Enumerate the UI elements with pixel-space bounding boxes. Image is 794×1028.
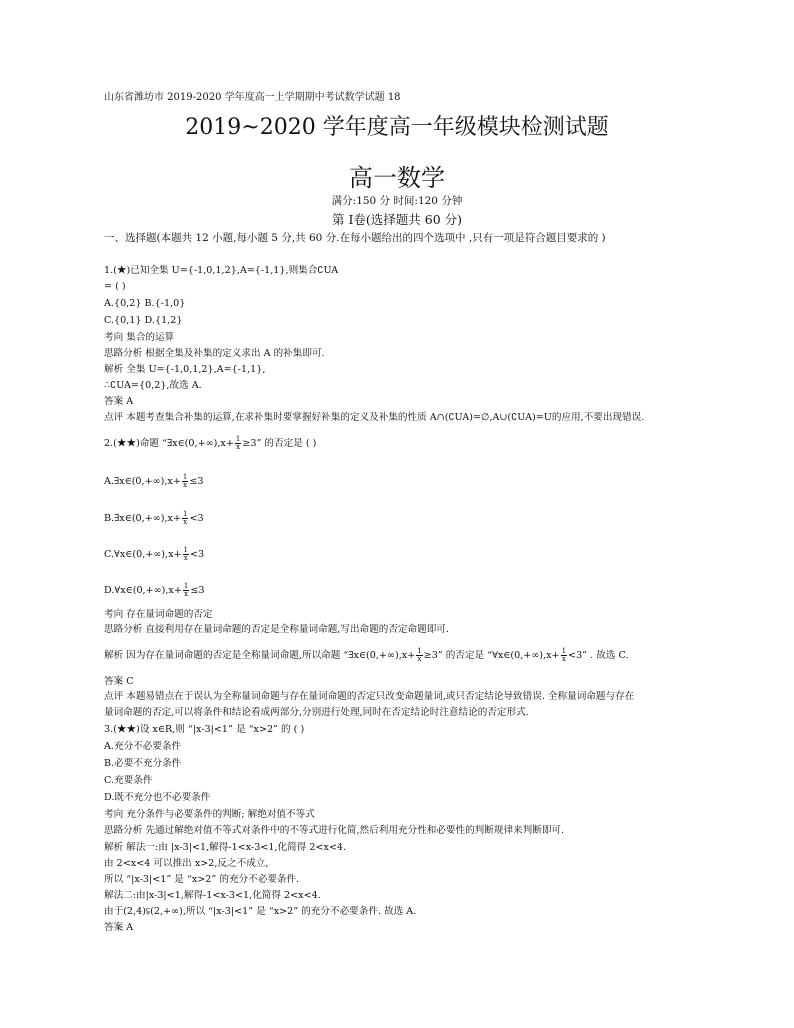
q2-option-b-post: <3 (189, 513, 204, 524)
frac-num: 1 (182, 473, 188, 481)
q2-option-d-pre: D.∀x∈(0,+∞),x+ (104, 585, 182, 596)
q2-option-a-pre: A.∃x∈(0,+∞),x+ (104, 476, 181, 487)
q2-solution-pre: 解析 因为存在量词命题的否定是全称量词命题,所以命题 “∃x∈(0,+∞),x+ (104, 650, 416, 661)
q1-answer: 答案 A (104, 396, 134, 407)
q3-option-d: D.既不充分也不必要条件 (104, 792, 211, 803)
fraction-1-over-x (235, 436, 241, 451)
frac-den: x (236, 443, 241, 451)
q1-options-cd: C.{0,1} D.{1,2} (104, 315, 183, 326)
section-heading: 一、选择题(本题共 12 小题,每小题 5 分,共 60 分.在每小题给出的四个选项中 ,只有一项是符合题目要求的 ) (104, 232, 606, 244)
exam-title: 2019~2020 学年度高一年级模块检测试题 (185, 115, 609, 140)
q2-stem (104, 436, 316, 451)
fraction-1-over-x (183, 547, 189, 562)
frac-num: 1 (183, 546, 188, 554)
q2-stem-post: ≥3” 的否定是 ( ) (242, 438, 317, 449)
q2-option-c (104, 547, 204, 562)
q2-option-d-post: ≤3 (190, 585, 205, 596)
frac-den: x (184, 590, 189, 598)
frac-den: x (417, 655, 422, 663)
q3-option-b: B.必要不充分条件 (104, 758, 182, 769)
q2-answer: 答案 C (104, 676, 134, 687)
q3-solution-1: 解析 解法一:由 |x-3|<1,解得-1<x-3<1,化简得 2<x<4. (104, 842, 347, 853)
fraction-1-over-x (183, 583, 189, 598)
q3-solution-3: 所以 “|x-3|<1” 是 “x>2” 的充分不必要条件. (104, 874, 300, 885)
volume-heading: 第 Ⅰ卷(选择题共 60 分) (331, 212, 463, 227)
q3-option-a: A.充分不必要条件 (104, 741, 182, 752)
q3-stem: 3.(★★)设 x∈R,则 “|x-3|<1” 是 “x>2” 的 ( ) (104, 724, 305, 735)
frac-num: 1 (182, 510, 188, 518)
frac-num: 1 (183, 582, 189, 590)
q2-comment-1: 点评 本题易错点在于误认为全称量词命题与存在量词命题的否定只改变命题量词,或只否定结论导致错误. 全称量词命题与存在 (104, 691, 635, 702)
fraction-1-over-x (182, 511, 188, 526)
q3-solution-4: 解法二:由|x-3|<1,解得-1<x-3<1,化简得 2<x<4. (104, 890, 321, 901)
source-line: 山东省潍坊市 2019-2020 学年度高一上学期期中考试数学试题 18 (104, 92, 401, 103)
q2-option-a (104, 474, 204, 489)
fraction-1-over-x (416, 648, 422, 663)
q3-option-c: C.充要条件 (104, 775, 153, 786)
q2-option-b-pre: B.∃x∈(0,+∞),x+ (104, 513, 181, 524)
subject-title: 高一数学 (349, 164, 445, 192)
q2-option-c-post: <3 (190, 549, 205, 560)
q1-blank: = ( ) (104, 281, 126, 292)
q1-solution-1: 解析 全集 U={-1,0,1,2},A={-1,1}, (104, 364, 266, 375)
q1-topic: 考向 集合的运算 (104, 332, 175, 343)
q2-option-a-post: ≤3 (189, 476, 204, 487)
q2-solution-post: <3” . 故选 C. (568, 650, 629, 661)
frac-den: x (561, 655, 566, 663)
q2-stem-pre: 2.(★★)命题 “∃x∈(0,+∞),x+ (104, 438, 234, 449)
frac-num: 1 (235, 435, 241, 443)
q2-idea: 思路分析 直接利用存在量词命题的否定是全称量词命题,写出命题的否定命题即可. (104, 624, 449, 635)
fraction-1-over-x (182, 474, 188, 489)
frac-den: x (183, 518, 188, 526)
q1-comment: 点评 本题考查集合补集的运算,在求补集时要掌握好补集的定义及补集的性质 A∩(∁UA)=∅,A∪(∁UA)=U的应用,不要出现错误. (104, 412, 645, 423)
frac-num: 1 (561, 647, 567, 655)
q2-option-b (104, 511, 204, 526)
frac-den: x (183, 554, 188, 562)
q2-topic: 考向 存在量词命题的否定 (104, 609, 213, 620)
q3-idea: 思路分析 先通过解绝对值不等式对条件中的不等式进行化简,然后利用充分性和必要性的判断规律来判断即可. (104, 825, 565, 836)
score-time: 满分:150 分 时间:120 分钟 (331, 195, 463, 207)
q3-solution-5: 由于(2,4)⫋(2,+∞),所以 “|x-3|<1” 是 “x>2” 的充分不必要条件. 故选 A. (104, 906, 417, 917)
q3-solution-2: 由 2<x<4 可以推出 x>2,反之不成立, (104, 858, 269, 869)
frac-num: 1 (417, 647, 422, 655)
q3-topic: 考向 充分条件与必要条件的判断; 解绝对值不等式 (104, 809, 315, 820)
frac-den: x (183, 481, 188, 489)
q1-options-ab: A.{0,2} B.{-1,0} (104, 298, 186, 309)
q1-idea: 思路分析 根据全集及补集的定义求出 A 的补集即可. (104, 348, 325, 359)
q3-answer: 答案 A (104, 922, 134, 933)
q2-option-d (104, 583, 205, 598)
fraction-1-over-x (561, 648, 567, 663)
q1-stem: 1.(★)已知全集 U={-1,0,1,2},A={-1,1},则集合∁UA (104, 265, 339, 276)
q1-solution-2: ∴∁UA={0,2},故选 A. (104, 380, 202, 391)
q2-solution-mid: ≥3” 的否定是 “∀x∈(0,+∞),x+ (423, 650, 560, 661)
q2-comment-2: 量词命题的否定,可以将条件和结论看成两部分,分别进行处理,同时在否定结论时注意结论的否定形式. (104, 707, 529, 718)
q2-option-c-pre: C.∀x∈(0,+∞),x+ (104, 549, 182, 560)
q2-solution (104, 648, 629, 663)
